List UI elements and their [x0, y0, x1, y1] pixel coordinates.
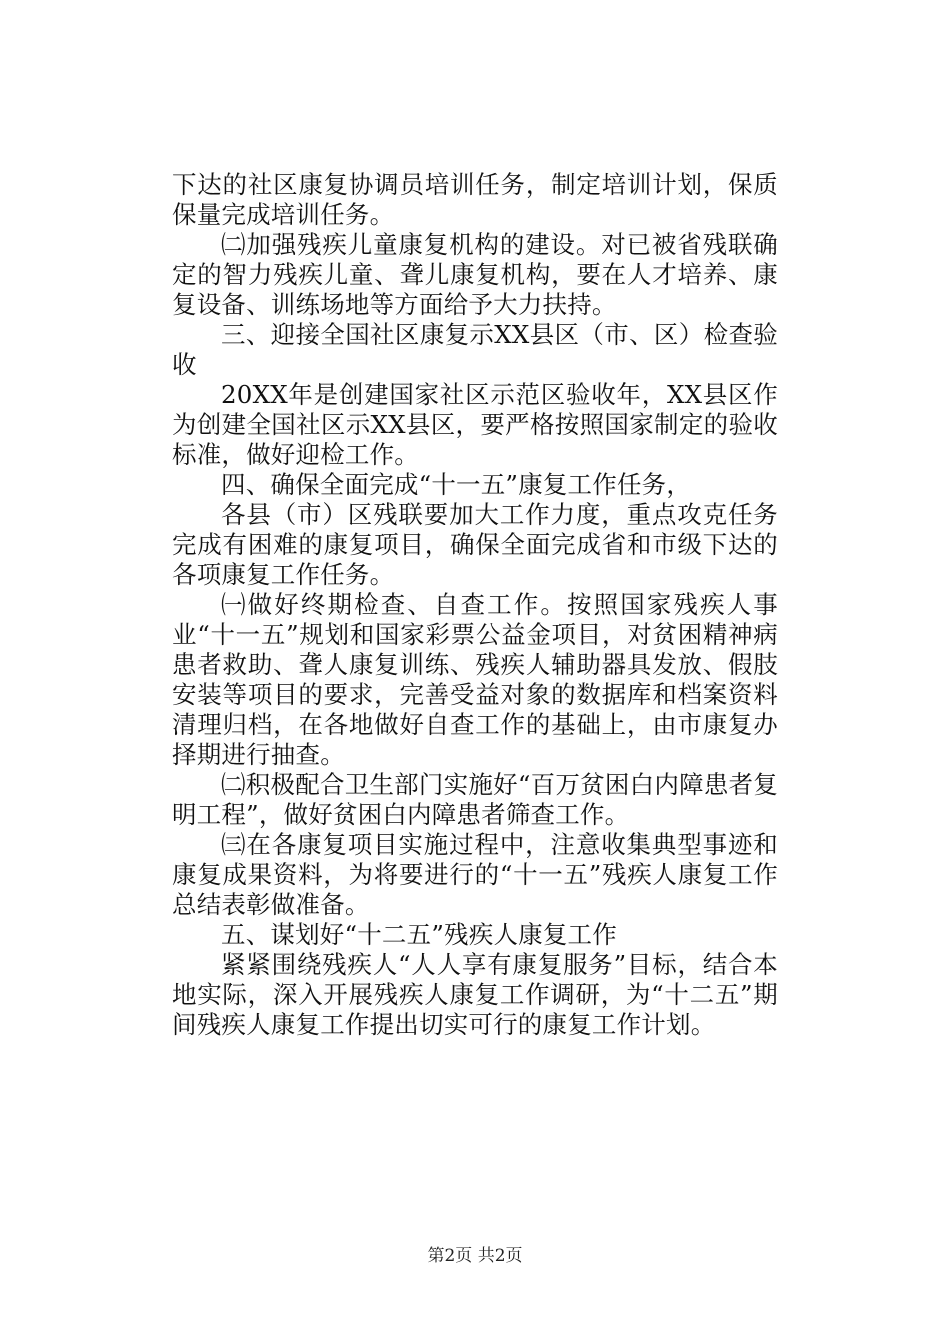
section-heading-3: 三、迎接全国社区康复示XX县区（市、区）检查验收 [172, 320, 778, 379]
section-heading-4: 四、确保全面完成“十一五”康复工作任务， [221, 470, 692, 499]
page-footer: 第2页 共2页 [427, 1246, 523, 1266]
paragraph-item-3: ㈢在各康复项目实施过程中，注意收集典型事迹和康复成果资料，为将要进行的“十一五”残疾人康复工作总结表彰做准备。 [172, 830, 778, 919]
paragraph-item-1: ㈠做好终期检查、自查工作。按照国家残疾人事业“十一五”规划和国家彩票公益金项目，对贫困精神病患者救助、聋人康复训练、残疾人辅助器具发放、假肢安装等项目的要求，完善受益对象的数据库和档案资料清理归档，在各地做好自查工作的基础上，由市康复办择期进行抽查。 [172, 590, 778, 769]
paragraph-section-3: 20XX年是创建国家社区示范区验收年，XX县区作为创建全国社区示XX县区，要严格按照国家制定的验收标准，做好迎检工作。 [172, 380, 778, 469]
paragraph-continuation: 下达的社区康复协调员培训任务，制定培训计划，保质保量完成培训任务。 [172, 170, 778, 229]
section-heading-5: 五、谋划好“十二五”残疾人康复工作 [221, 920, 617, 949]
paragraph-section-5: 紧紧围绕残疾人“人人享有康复服务”目标，结合本地实际，深入开展残疾人康复工作调研，为“十二五”期间残疾人康复工作提出切实可行的康复工作计划。 [172, 950, 778, 1039]
paragraph-item-2: ㈡加强残疾儿童康复机构的建设。对已被省残联确定的智力残疾儿童、聋儿康复机构，要在人才培养、康复设备、训练场地等方面给予大力扶持。 [172, 230, 778, 319]
paragraph-item-2b: ㈡积极配合卫生部门实施好“百万贫困白内障患者复明工程”，做好贫困白内障患者筛查工作。 [172, 770, 778, 829]
paragraph-section-4: 各县（市）区残联要加大工作力度，重点攻克任务完成有困难的康复项目，确保全面完成省和市级下达的各项康复工作任务。 [172, 500, 778, 589]
document-body [172, 170, 778, 1040]
